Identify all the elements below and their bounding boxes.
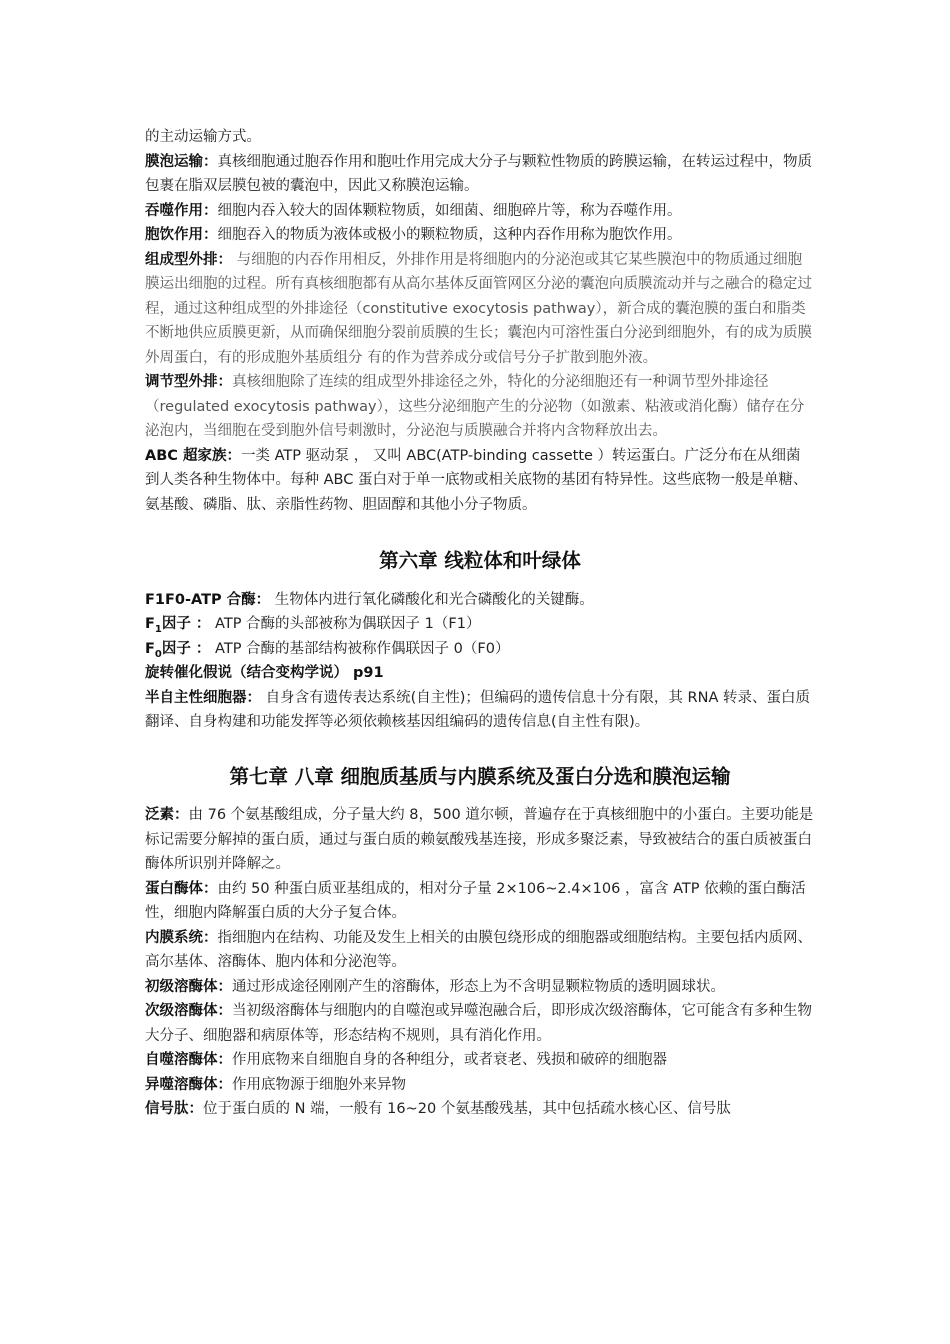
definition-text: 细胞内吞入较大的固体颗粒物质，如细菌、细胞碎片等，称为吞噬作用。 xyxy=(217,202,682,219)
definition-f0-factor xyxy=(145,637,815,662)
paragraph-continuation xyxy=(145,125,815,150)
term-label: ABC 超家族： xyxy=(145,447,241,464)
term-label: $F_0$因子 ： xyxy=(145,640,211,660)
term-label: 旋转催化假说（结合变构学说） p91 xyxy=(145,665,384,681)
definition-secondary-lysosome xyxy=(145,999,815,1048)
definition-text: ATP 合酶的头部被称为偶联因子 1（F1） xyxy=(215,616,481,632)
term-label: $F_1$因子 ： xyxy=(145,616,211,635)
definition-text: 位于蛋白质的 N 端，一般有 16~20 个氨基酸残基，其中包括疏水核心区、信号肽 xyxy=(203,1101,731,1117)
definition-text: 当初级溶酶体与细胞内的自噬泡或异噬泡融合后，即形成次级溶酶体，它可能含有多种生物大分子、细胞器和病原体等，形态结构不规则，具有消化作用。 xyxy=(145,1003,812,1044)
definition-f1f0-atp-synthase xyxy=(145,588,815,613)
definition-text: 作用底物源于细胞外来异物 xyxy=(232,1076,406,1093)
definition-ubiquitin xyxy=(145,803,815,877)
definition-text: 细胞吞入的物质为液体或极小的颗粒物质，这种内吞作用称为胞饮作用。 xyxy=(217,227,682,243)
term-label: 自噬溶酶体： xyxy=(145,1052,232,1068)
term-label: 半自主性细胞器： xyxy=(145,689,261,706)
term-label: 异噬溶酶体： xyxy=(145,1076,232,1093)
definition-text: 由约 50 种蛋白质亚基组成的，相对分子量 2×106~2.4×106 ，富含 ATP 依赖的蛋白酶活性，细胞内降解蛋白质的大分子复合体。 xyxy=(145,880,806,921)
chapter-7-8-heading: 第七章 八章 细胞质基质与内膜系统及蛋白分选和膜泡运输 xyxy=(229,764,731,788)
term-label: 泛素： xyxy=(145,807,189,823)
definition-regulated-exocytosis xyxy=(145,370,815,444)
definition-text: 生物体内进行氧化磷酸化和光合磷酸化的关键酶。 xyxy=(270,591,594,608)
definition-constitutive-exocytosis xyxy=(145,248,815,371)
term-label: 吞噬作用： xyxy=(145,202,218,219)
definition-text: 指细胞内在结构、功能及发生上相关的由膜包绕形成的细胞器或细胞结构。主要包括内质网、高尔基体、溶酶体、胞内体和分泌泡等。 xyxy=(145,929,812,970)
definition-text: 真核细胞通过胞吞作用和胞吐作用完成大分子与颗粒性物质的跨膜运输，在转运过程中，物质包裹在脂双层膜包被的囊泡中，因此又称膜泡运输。 xyxy=(145,153,812,194)
definition-text: 由 76 个氨基酸组成，分子量大约 8，500 道尔顿，普遍存在于真核细胞中的小蛋白。主要功能是标记需要分解掉的蛋白质，通过与蛋白质的赖氨酸残基连接，形成多聚泛素，导致被结合的蛋白质被蛋白酶体所识别并降解之。 xyxy=(145,807,814,872)
definition-text: 一类 ATP 驱动泵 ， 又叫 ABC(ATP-binding cassette ）转运蛋白。广泛分布在从细菌到人类各种生物体中。每种 ABC 蛋白对于单一底物或相关底物的基团有特异性。这些底物一般是单糖、氨基酸、磷脂、肽、亲脂性药物、胆固醇和其他小分子物质。 xyxy=(145,447,808,513)
term-label: 内膜系统： xyxy=(145,929,218,946)
document-body xyxy=(145,125,815,1122)
definition-semi-autonomous-organelle xyxy=(145,686,815,735)
definition-text: ATP 合酶的基部结构被称作偶联因子 0（F0） xyxy=(215,640,510,657)
definition-proteasome xyxy=(145,877,815,926)
chapter-6-heading: 第六章 线粒体和叶绿体 xyxy=(379,549,581,572)
definition-autolysosome xyxy=(145,1048,815,1073)
definition-text: 与细胞的内吞作用相反，外排作用是将细胞内的分泌泡或其它某些膜泡中的物质通过细胞膜运出细胞的过程。所有真核细胞都有从高尔基体反面管网区分泌的囊泡向质膜流动并与之融合的稳定过程，通过这种组成型的外排途径（constitutive exocytosis pathway），新合成的囊泡膜的蛋白和脂类不断地供应质膜更新，从而确保细胞分裂前质膜的生长；囊泡内可溶性蛋白分泌到细胞外，有的成为质膜外周蛋白，有的形成胞外基质组分 有的作为营养成分或信号分子扩散到胞外液。 xyxy=(145,251,812,366)
definition-abc-superfamily xyxy=(145,444,815,518)
paragraph-text: 的主动运输方式。 xyxy=(145,129,261,145)
definition-heterolysosome xyxy=(145,1073,815,1098)
term-label: 胞饮作用： xyxy=(145,227,218,243)
term-label: 蛋白酶体： xyxy=(145,880,218,897)
definition-f1-factor xyxy=(145,612,815,637)
definition-signal-peptide xyxy=(145,1097,815,1122)
definition-phagocytosis xyxy=(145,199,815,224)
term-label: 信号肽： xyxy=(145,1101,203,1117)
term-label: 初级溶酶体： xyxy=(145,978,232,995)
term-label: 组成型外排： xyxy=(145,251,232,268)
definition-text: 通过形成途径刚刚产生的溶酶体，形态上为不含明显颗粒物质的透明圆球状。 xyxy=(232,978,725,995)
definition-text: 自身含有遗传表达系统(自主性)；但编码的遗传信息十分有限，其 RNA 转录、蛋白质翻译、自身构建和功能发挥等必须依赖核基因组编码的遗传信息(自主性有限)。 xyxy=(145,689,810,730)
rotary-catalysis-hypothesis xyxy=(145,661,815,686)
definition-primary-lysosome xyxy=(145,975,815,1000)
term-label: 调节型外排： xyxy=(145,374,232,390)
definition-vesicular-transport xyxy=(145,150,815,199)
definition-endomembrane-system xyxy=(145,926,815,975)
term-label: 次级溶酶体： xyxy=(145,1003,232,1019)
definition-text: 作用底物来自细胞自身的各种组分，或者衰老、残损和破碎的细胞器 xyxy=(232,1052,667,1068)
definition-pinocytosis xyxy=(145,223,815,248)
term-label: F1F0-ATP 合酶： xyxy=(145,591,271,608)
term-label: 膜泡运输： xyxy=(145,153,218,170)
definition-text: 真核细胞除了连续的组成型外排途径之外，特化的分泌细胞还有一种调节型外排途径（regulated exocytosis pathway），这些分泌细胞产生的分泌物（如激素、粘液或消化酶）储存在分泌泡内，当细胞在受到胞外信号刺激时，分泌泡与质膜融合并将内含物释放出去。 xyxy=(145,374,805,439)
